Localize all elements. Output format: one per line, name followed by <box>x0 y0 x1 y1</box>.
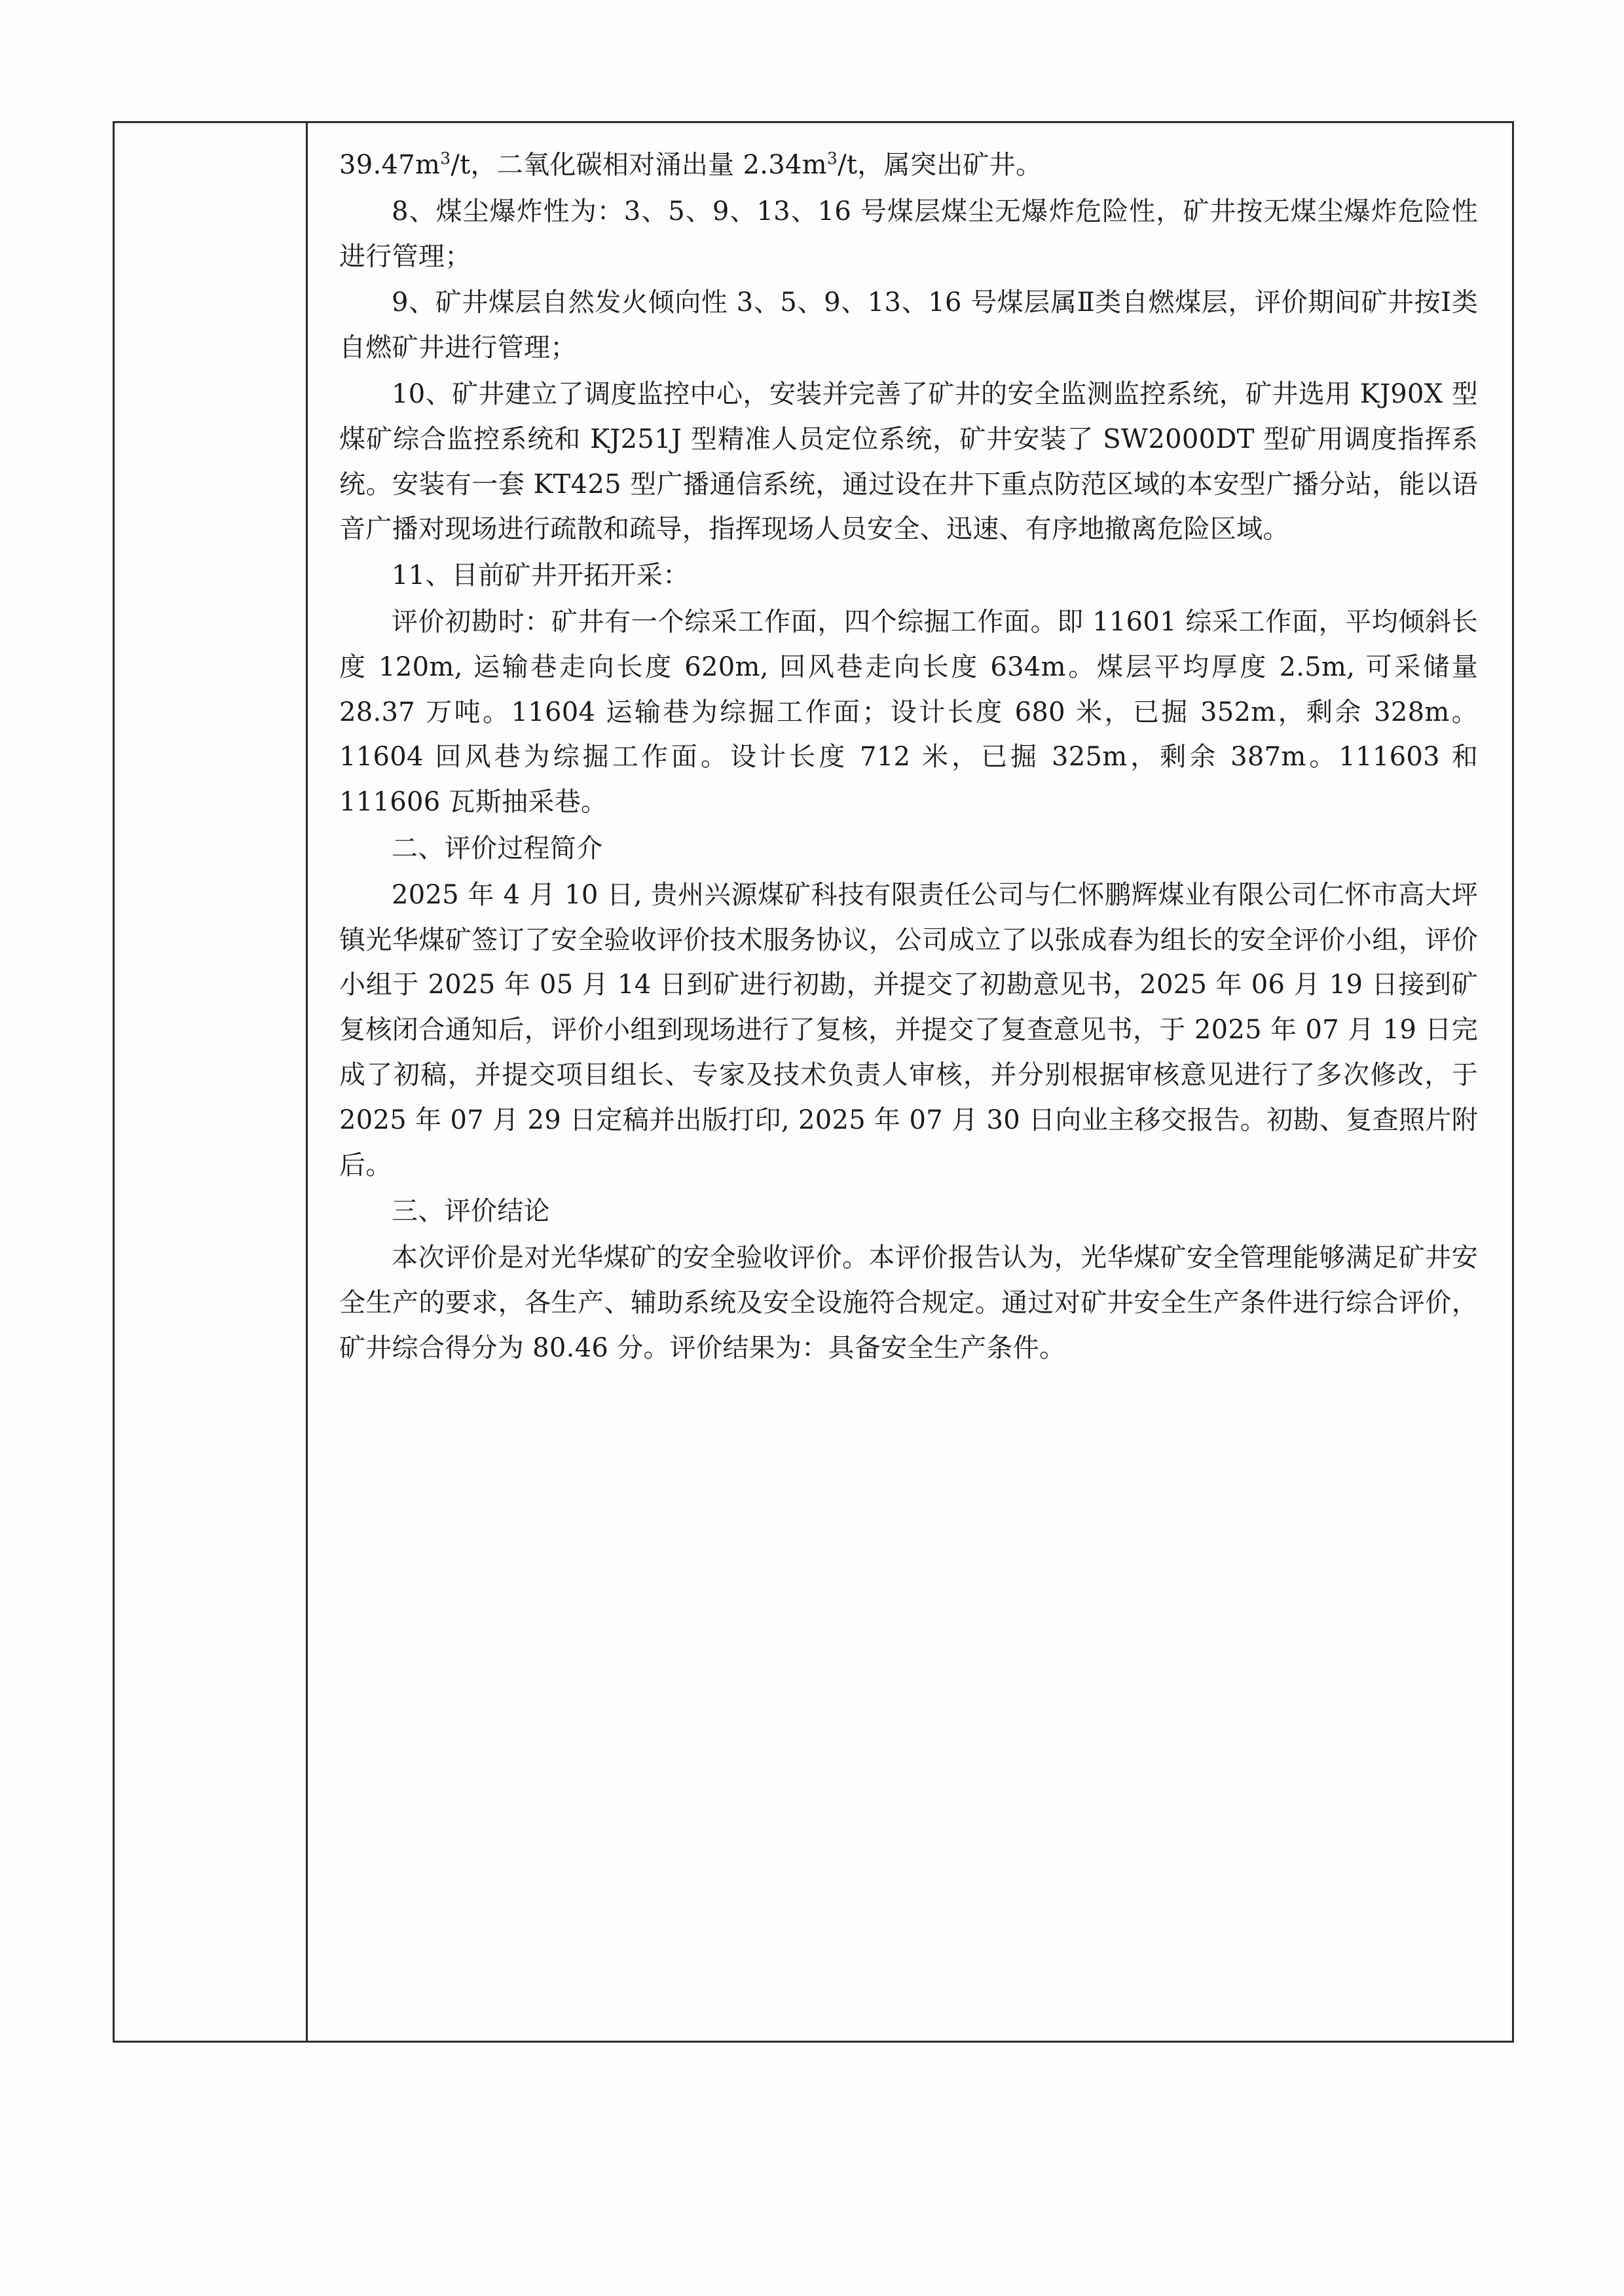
paragraph-gas-outburst: $39.47m^3/t$，二氧化碳相对涌出量 $2.34m^3/t$，属突出矿井。 <box>339 149 1043 180</box>
paragraph-section-three-body: 本次评价是对光华煤矿的安全验收评价。本评价报告认为，光华煤矿安全管理能够满足矿井安全生产的要求，各生产、辅助系统及安全设施符合规定。通过对矿井安全生产条件进行综合评价，矿井综合得分为 80.46 分。评价结果为：具备安全生产条件。 <box>339 1243 1478 1363</box>
report-table <box>113 121 1514 2043</box>
superscript-cubic: 3 <box>440 149 451 168</box>
heading-section-three: 三、评价结论 <box>392 1196 550 1227</box>
paragraph-item-8: 8、煤尘爆炸性为：3、5、9、13、16 号煤层煤尘无爆炸危险性，矿井按无煤尘爆炸危险性进行管理； <box>339 196 1478 272</box>
paragraph-item-10: 10、矿井建立了调度监控中心，安装并完善了矿井的安全监测监控系统，矿井选用 KJ90X 型煤矿综合监控系统和 KJ251J 型精准人员定位系统，矿井安装了 SW2000DT 型矿用调度指挥系统。安装有一套 KT425 型广播通信系统，通过设在井下重点防范区域的本安型广播分站，能以语音广播对现场进行疏散和疏导，指挥现场人员安全、迅速、有序地撤离危险区域。 <box>339 378 1478 545</box>
table-label-column <box>115 123 308 2041</box>
paragraph-item-9: 9、矿井煤层自然发火倾向性 3、5、9、13、16 号煤层属Ⅱ类自燃煤层，评价期间矿井按Ⅰ类自燃矿井进行管理； <box>339 287 1478 363</box>
heading-section-two: 二、评价过程简介 <box>392 833 603 864</box>
paragraph-item-11-detail: 评价初勘时：矿井有一个综采工作面，四个综掘工作面。即 11601 综采工作面，平均倾斜长度 120m, 运输巷走向长度 620m, 回风巷走向长度 634m。煤层平均厚度 2.5m, 可采储量 28.37 万吨。11604 运输巷为综掘工作面；设计长度 680 米，已掘 352m，剩余 328m。11604 回风巷为综掘工作面。设计长度 712 米，已掘 325m，剩余 387m。111603 和 111606 瓦斯抽采巷。 <box>339 606 1478 818</box>
paragraph-item-11: 11、目前矿井开拓开采： <box>392 560 690 591</box>
paragraph-section-two-body: 2025 年 4 月 10 日, 贵州兴源煤矿科技有限责任公司与仁怀鹏辉煤业有限公司仁怀市高大坪镇光华煤矿签订了安全验收评价技术服务协议，公司成立了以张成春为组长的安全评价小组，评价小组于 2025 年 05 月 14 日到矿进行初勘，并提交了初勘意见书，2025 年 06 月 19 日接到矿复核闭合通知后，评价小组到现场进行了复核，并提交了复查意见书，于 2025 年 07 月 19 日完成了初稿，并提交项目组长、专家及技术负责人审核，并分别根据审核意见进行了多次修改，于 2025 年 07 月 29 日定稿并出版打印, 2025 年 07 月 30 日向业主移交报告。初勘、复查照片附后。 <box>339 879 1478 1180</box>
superscript-cubic: 3 <box>827 149 838 168</box>
table-content-column <box>308 123 1512 2041</box>
